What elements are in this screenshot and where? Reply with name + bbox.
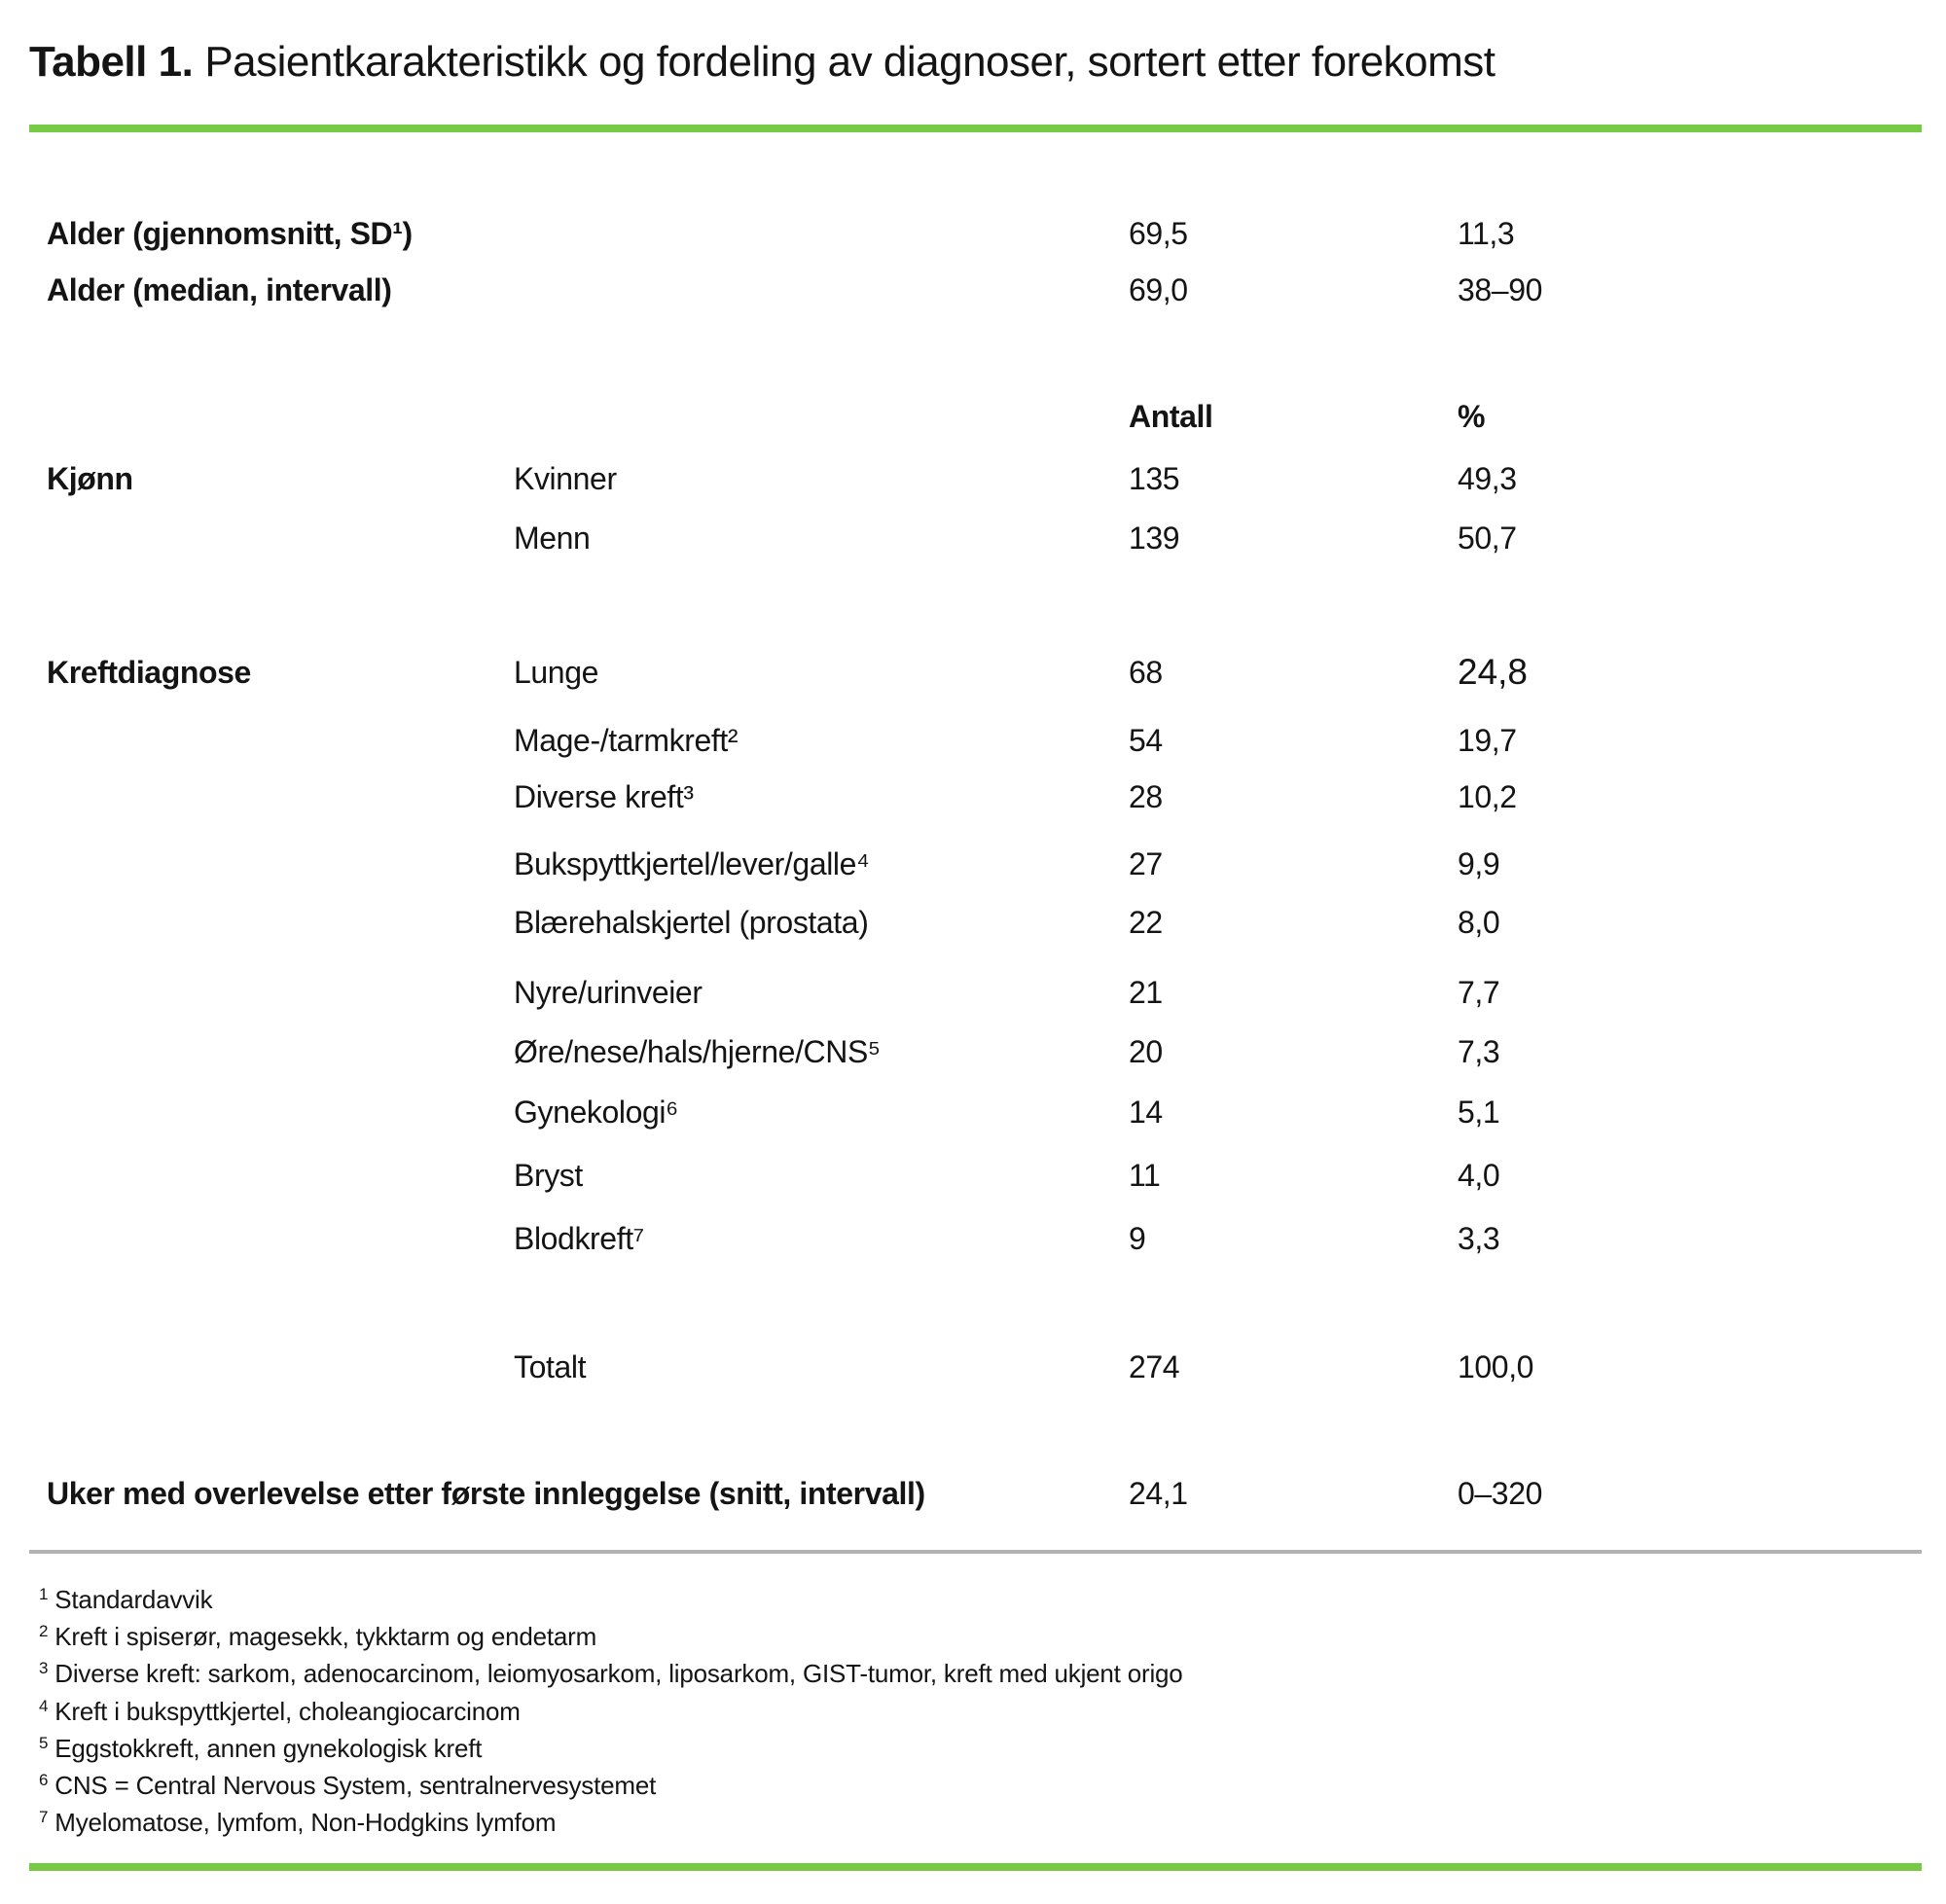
table-row-diagnosis <box>0 1032 1946 1071</box>
row-label: Alder (gjennomsnitt, SD¹) <box>47 216 413 251</box>
footnote-text: Kreft i spiserør, magesekk, tykktarm og endetarm <box>54 1622 597 1651</box>
row-count: 11 <box>1129 1158 1161 1193</box>
footnote-text: Diverse kreft: sarkom, adenocarcinom, leiomyosarkom, liposarkom, GIST-tumor, kreft med ukjent origo <box>54 1659 1183 1688</box>
footnote <box>39 1657 1183 1690</box>
row-category: Bryst <box>514 1158 583 1193</box>
row-category: Blodkreft⁷ <box>514 1221 644 1256</box>
row-category: Menn <box>514 521 591 556</box>
table-row-diagnosis <box>0 844 1946 883</box>
row-percent: 4,0 <box>1458 1158 1500 1193</box>
row-value: 69,5 <box>1129 216 1188 251</box>
table-row-diagnosis <box>0 777 1946 816</box>
table-title-text: Pasientkarakteristikk og fordeling av diagnoser, sortert etter forekomst <box>204 38 1496 86</box>
row-count: 21 <box>1129 975 1163 1010</box>
row-category: Øre/nese/hals/hjerne/CNS⁵ <box>514 1034 881 1069</box>
footnote <box>39 1806 556 1839</box>
table-title <box>29 35 1496 90</box>
row-category: Kvinner <box>514 461 617 496</box>
table-row-diagnosis <box>0 973 1946 1012</box>
row-count: 28 <box>1129 779 1163 814</box>
footnote <box>39 1695 521 1728</box>
footnote-text: Standardavvik <box>54 1585 213 1614</box>
column-header-count: Antall <box>1129 399 1213 434</box>
row-category: Bukspyttkjertel/lever/galle⁴ <box>514 846 870 881</box>
row-count: 20 <box>1129 1034 1163 1069</box>
footnote-marker: 7 <box>39 1808 49 1826</box>
row-count: 54 <box>1129 723 1163 758</box>
row-count: 139 <box>1129 521 1180 556</box>
row-percent: 24,8 <box>1458 652 1529 692</box>
survival-range: 0–320 <box>1458 1476 1542 1511</box>
row-percent: 7,7 <box>1458 975 1500 1010</box>
row-spread: 11,3 <box>1458 216 1515 251</box>
table-row-diagnosis <box>0 653 1946 692</box>
row-count: 14 <box>1129 1095 1163 1130</box>
total-label: Totalt <box>514 1349 587 1384</box>
row-category: Blærehalskjertel (prostata) <box>514 905 869 940</box>
footnote <box>39 1732 482 1765</box>
row-value: 69,0 <box>1129 272 1188 307</box>
row-count: 9 <box>1129 1221 1146 1256</box>
table-row-diagnosis <box>0 1156 1946 1195</box>
row-count: 135 <box>1129 461 1180 496</box>
table-row-gender-men <box>0 519 1946 557</box>
column-header-percent: % <box>1458 399 1486 434</box>
footnote-text: Kreft i bukspyttkjertel, choleangiocarcinom <box>54 1697 521 1726</box>
footnote-divider-rule <box>29 1550 1922 1554</box>
survival-mean: 24,1 <box>1129 1476 1188 1511</box>
row-percent: 7,3 <box>1458 1034 1500 1069</box>
row-count: 22 <box>1129 905 1163 940</box>
row-percent: 9,9 <box>1458 846 1500 881</box>
footnote-marker: 5 <box>39 1734 49 1752</box>
footnote-marker: 6 <box>39 1771 49 1789</box>
group-label-diagnosis: Kreftdiagnose <box>47 655 251 690</box>
table-row-diagnosis <box>0 903 1946 942</box>
row-spread: 38–90 <box>1458 272 1542 307</box>
row-percent: 10,2 <box>1458 779 1517 814</box>
total-count: 274 <box>1129 1349 1180 1384</box>
footnote-text: CNS = Central Nervous System, sentralnervesystemet <box>54 1771 657 1800</box>
table-row-diagnosis <box>0 1093 1946 1132</box>
row-category: Gynekologi⁶ <box>514 1095 678 1130</box>
table-row-age-mean <box>0 214 1946 253</box>
top-green-rule <box>29 125 1922 132</box>
footnote-marker: 3 <box>39 1659 49 1677</box>
table-row-total <box>0 1347 1946 1386</box>
row-label: Alder (median, intervall) <box>47 272 392 307</box>
footnote <box>39 1583 212 1616</box>
group-label-gender: Kjønn <box>47 461 133 496</box>
table-row-survival <box>0 1474 1946 1513</box>
table-row-diagnosis <box>0 721 1946 760</box>
table-row-age-median <box>0 270 1946 309</box>
footnote <box>39 1620 596 1653</box>
footnote-marker: 1 <box>39 1585 49 1603</box>
table-row-gender-women <box>0 459 1946 498</box>
table-header-row <box>0 397 1946 436</box>
table-title-number: Tabell 1. <box>29 38 194 86</box>
row-category: Mage-/tarmkreft² <box>514 723 739 758</box>
row-category: Lunge <box>514 655 598 690</box>
row-category: Diverse kreft³ <box>514 779 694 814</box>
row-percent: 3,3 <box>1458 1221 1500 1256</box>
footnote-text: Eggstokkreft, annen gynekologisk kreft <box>54 1734 483 1763</box>
total-percent: 100,0 <box>1458 1349 1534 1384</box>
row-percent: 49,3 <box>1458 461 1517 496</box>
survival-label: Uker med overlevelse etter første innleggelse (snitt, intervall) <box>47 1476 925 1511</box>
footnote-marker: 2 <box>39 1622 49 1640</box>
table-row-diagnosis <box>0 1219 1946 1258</box>
bottom-green-rule <box>29 1863 1922 1871</box>
row-percent: 8,0 <box>1458 905 1500 940</box>
footnote <box>39 1769 656 1802</box>
row-category: Nyre/urinveier <box>514 975 703 1010</box>
footnote-text: Myelomatose, lymfom, Non-Hodgkins lymfom <box>54 1808 557 1837</box>
row-count: 27 <box>1129 846 1163 881</box>
row-percent: 19,7 <box>1458 723 1517 758</box>
footnote-marker: 4 <box>39 1697 49 1715</box>
row-count: 68 <box>1129 655 1163 690</box>
row-percent: 5,1 <box>1458 1095 1500 1130</box>
row-percent: 50,7 <box>1458 521 1517 556</box>
